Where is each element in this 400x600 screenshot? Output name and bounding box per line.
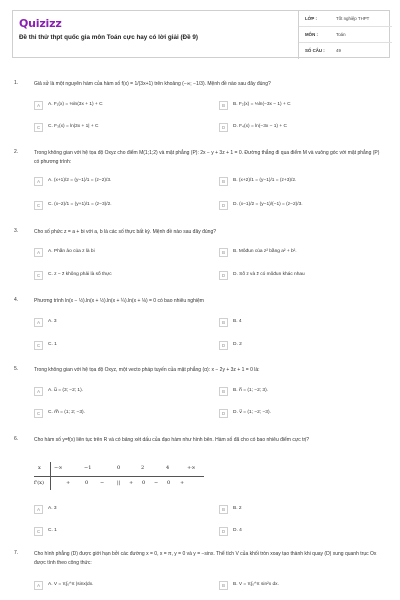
meta-subject: [299, 27, 392, 43]
question-text: Cho hàm số y=f(x) liên tục trên R và có bảng xét dấu của đạo hàm như hình bên. Hàm số đã cho có bao nhiêu điểm cực trị?: [34, 437, 310, 443]
question-text: Cho số phức z = a + bi với a, b là các số thực bất kỳ. Mệnh đề nào sau đây đúng?: [34, 229, 217, 235]
option-text: B. V = π∫₀^π sin²x dx.: [233, 582, 279, 588]
question-number: 1.: [14, 80, 19, 86]
question-text: Phương trình ln(x − ½).ln(x + ½).ln(x + ¼).ln(x + ⅛) = 0 có bao nhiêu nghiệm: [34, 298, 204, 304]
sign: 0: [142, 480, 146, 486]
meta-value: Tốt nghiệp THPT: [336, 16, 370, 21]
option-text: C. F₃(x) = ln|3x + 1| + C: [48, 124, 99, 130]
option-letter: B: [219, 248, 228, 257]
sign: +: [66, 480, 71, 486]
sign: +: [180, 480, 185, 486]
option-letter: A: [34, 248, 43, 257]
option-letter: D: [219, 527, 228, 536]
meta-label: MÔN :: [305, 32, 318, 37]
x-value: −1: [84, 465, 92, 471]
derivative-sign-table: [34, 462, 204, 492]
option-letter: A: [34, 581, 43, 590]
option-text: A. F₁(x) = ⅓ln(3x + 1) + C: [48, 102, 103, 108]
exam-title: Đề thi thử thpt quốc gia môn Toán cực hay có lời giải (Đề 9): [19, 34, 198, 41]
option-letter: D: [219, 201, 228, 210]
option-text: B. (x+2)/1 = (y−1)/1 = (z+3)/2.: [233, 178, 297, 184]
option-text: D. v⃗ = (1; −2; −3).: [233, 410, 271, 416]
option-text: A. 3: [48, 319, 57, 325]
option-text: A. (x+1)/2 = (y−1)/1 = (z−2)/3.: [48, 178, 112, 184]
option-text: B. F₂(x) = ⅓ln(−3x − 1) + C: [233, 102, 291, 108]
x-row: [34, 462, 204, 476]
option-letter: D: [219, 341, 228, 350]
option-letter: C: [34, 527, 43, 536]
option-letter: A: [34, 387, 43, 396]
sign: 0: [85, 480, 89, 486]
x-value: 0: [117, 465, 121, 471]
option-letter: A: [34, 318, 43, 327]
option-text: A. u⃗ = (3; −2; 1).: [48, 388, 84, 394]
option-letter: D: [219, 409, 228, 418]
question-number: 2.: [14, 149, 19, 155]
sign: 0: [167, 480, 171, 486]
option-text: C. (x−2)/1 = (y+1)/1 = (z−3)/2.: [48, 202, 112, 208]
x-value: +∞: [187, 465, 196, 471]
x-value: −∞: [54, 465, 63, 471]
x-value: 4: [166, 465, 170, 471]
option-letter: D: [219, 271, 228, 280]
option-letter: B: [219, 101, 228, 110]
meta-label: SỐ CÂU :: [305, 48, 325, 53]
option-text: D. Số z và z̄ có môđun khác nhau: [233, 272, 305, 278]
question-text: Trong không gian với hệ tọa độ Oxyz, một vecto pháp tuyến của mặt phẳng (α): x − 2y + 3z + 1 = 0 là:: [34, 367, 260, 373]
option-text: B. 2: [233, 506, 242, 512]
option-text: B. n⃗ = (1; −2; 3).: [233, 388, 269, 394]
option-letter: B: [219, 581, 228, 590]
meta-count: [299, 43, 392, 59]
meta-value: Toán: [336, 32, 346, 37]
option-letter: A: [34, 505, 43, 514]
question-number: 6.: [14, 436, 19, 442]
sign: −: [154, 480, 159, 486]
option-text: D. F₄(x) = ln(−3x − 1) + C: [233, 124, 287, 130]
option-letter: C: [34, 341, 43, 350]
option-text: D. (x−1)/2 = (y−1)/(−1) = (z−2)/3.: [233, 202, 303, 208]
option-letter: C: [34, 201, 43, 210]
option-letter: A: [34, 101, 43, 110]
question-text: Giả sử là một nguyên hàm của hàm số f(x) = 1/(3x+1) trên khoảng (−∞; −1/3). Mệnh đề nào sau đây đúng?: [34, 81, 271, 87]
meta-class: [299, 11, 392, 27]
option-letter: C: [34, 409, 43, 418]
meta-label: LỚP :: [305, 16, 317, 21]
quizizz-logo: Quizizz: [19, 17, 62, 30]
option-text: A. Phần ảo của z là bi: [48, 249, 95, 255]
fprime-row: [34, 476, 204, 490]
option-letter: D: [219, 123, 228, 132]
option-text: B. 4: [233, 319, 242, 325]
option-letter: B: [219, 318, 228, 327]
option-text: D. 2: [233, 342, 242, 348]
option-letter: B: [219, 177, 228, 186]
question-number: 4.: [14, 297, 19, 303]
exam-header: [12, 10, 390, 58]
option-text: C. m⃗ = (1; 2; −3).: [48, 410, 85, 416]
option-letter: C: [34, 123, 43, 132]
option-text: A. V = π∫₀^π |sinx|dx.: [48, 582, 94, 588]
option-text: A. 3: [48, 506, 57, 512]
question-text: Trong không gian với hệ tọa độ Oxyz cho điểm M(1;1;2) và mặt phẳng (P): 2x − y + 3z + 1 = 0. Đường thẳng đi qua điểm M và vuông góc với mặt phẳng (P) có phương trình:: [34, 150, 380, 165]
option-letter: B: [219, 505, 228, 514]
sign: −: [100, 480, 105, 486]
meta-value: 49: [336, 48, 341, 53]
option-letter: A: [34, 177, 43, 186]
exam-meta: [298, 11, 391, 59]
option-text: C. z − z̄ không phải là số thực: [48, 272, 112, 278]
option-text: B. Môđun của z² bằng a² + b².: [233, 249, 297, 255]
sign: ||: [117, 480, 121, 486]
fprime-label: f'(x): [34, 480, 44, 486]
question-number: 5.: [14, 366, 19, 372]
question-number: 3.: [14, 228, 19, 234]
option-text: C. 1: [48, 342, 57, 348]
sign: +: [129, 480, 134, 486]
x-label: x: [38, 465, 41, 471]
question-text: Cho hình phẳng (D) được giới hạn bởi các đường x = 0, x = π, y = 0 và y = −sinx. Thể tích V của khối tròn xoay tạo thành khi quay (D) xung quanh trục Ox được tính theo công thức:: [34, 551, 377, 566]
question-number: 7.: [14, 550, 19, 556]
option-letter: C: [34, 271, 43, 280]
option-letter: B: [219, 387, 228, 396]
option-text: C. 1: [48, 528, 57, 534]
option-text: D. 4: [233, 528, 242, 534]
x-value: 2: [141, 465, 145, 471]
